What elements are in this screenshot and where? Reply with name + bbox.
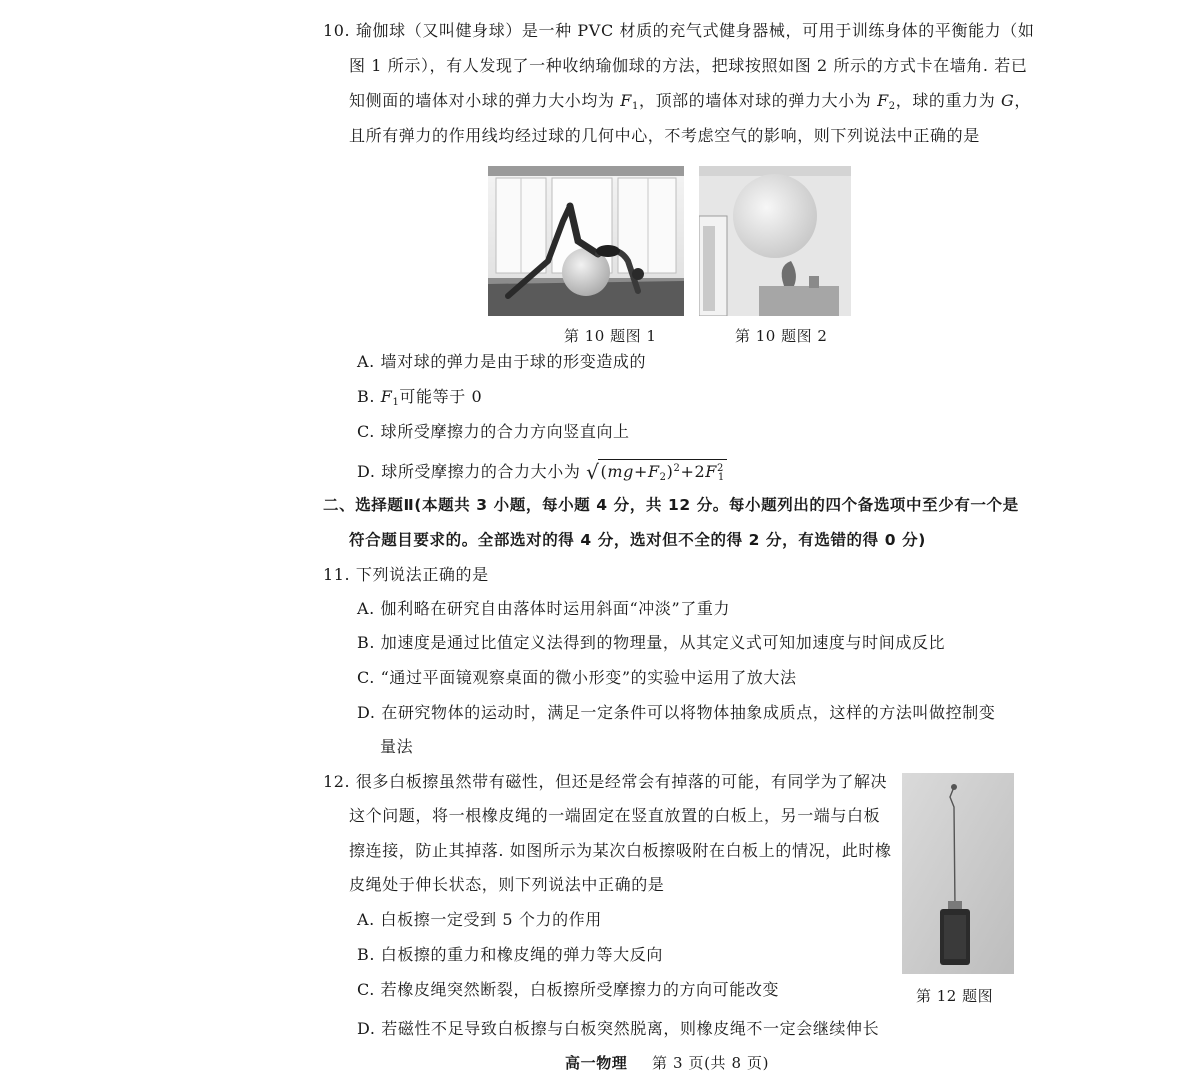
ball-in-corner-photo bbox=[699, 166, 851, 316]
q10-stem-line-4: 且所有弹力的作用线均经过球的几何中心，不考虑空气的影响，则下列说法中正确的是 bbox=[349, 126, 980, 145]
q10-option-c: C. 球所受摩擦力的合力方向竖直向上 bbox=[357, 422, 630, 441]
q12-stem-line-3: 擦连接，防止其掉落. 如图所示为某次白板擦吸附在白板上的情况，此时橡 bbox=[349, 841, 892, 860]
figure-12-caption: 第 12 题图 bbox=[916, 987, 994, 1005]
sqrt-icon: √ bbox=[586, 460, 600, 484]
q11-option-a: A. 伽利略在研究自由落体时运用斜面“冲淡”了重力 bbox=[357, 599, 731, 618]
q11-option-d-line-2: 量法 bbox=[380, 737, 414, 756]
q12-stem-line-2: 这个问题，将一根橡皮绳的一端固定在竖直放置的白板上，另一端与白板 bbox=[349, 806, 881, 825]
whiteboard-eraser-photo bbox=[902, 773, 1014, 974]
q12-stem-line-1: 12. 很多白板擦虽然带有磁性，但还是经常会有掉落的可能，有同学为了解决 bbox=[323, 772, 888, 791]
formula: $(mg+F_2)^2+2F^2_1$ bbox=[598, 459, 726, 486]
section-2-heading-line-1: 二、选择题Ⅱ(本题共 3 小题，每小题 4 分，共 12 分。每小题列出的四个备选项中至少有一个是 bbox=[323, 496, 1019, 514]
q11-stem: 11. 下列说法正确的是 bbox=[323, 565, 489, 584]
q12-option-b: B. 白板擦的重力和橡皮绳的弹力等大反向 bbox=[357, 945, 663, 964]
q11-option-d-line-1: D. 在研究物体的运动时，满足一定条件可以将物体抽象成质点，这样的方法叫做控制变 bbox=[357, 703, 996, 722]
q10-stem-line-1: 10. 瑜伽球（又叫健身球）是一种 PVC 材质的充气式健身器械，可用于训练身体的平衡能力（如 bbox=[323, 21, 1035, 40]
q12-stem-line-4: 皮绳处于伸长状态，则下列说法中正确的是 bbox=[349, 875, 665, 894]
footer-page: 第 3 页(共 8 页) bbox=[652, 1054, 770, 1072]
q10-option-b: B. $F_1$可能等于 0 bbox=[357, 387, 483, 408]
q12-option-a: A. 白板擦一定受到 5 个力的作用 bbox=[357, 910, 602, 929]
q10-option-d: D. 球所受摩擦力的合力大小为 $√(mg+F_2)^2+2F^2_1$ bbox=[357, 460, 725, 484]
footer-subject: 高一物理 bbox=[565, 1054, 628, 1072]
figure-2-caption: 第 10 题图 2 bbox=[735, 327, 828, 345]
q11-option-c: C. “通过平面镜观察桌面的微小形变”的实验中运用了放大法 bbox=[357, 668, 797, 687]
q10-stem-line-2: 图 1 所示），有人发现了一种收纳瑜伽球的方法，把球按照如图 2 所示的方式卡在墙角. 若已 bbox=[349, 56, 1028, 75]
yoga-photo bbox=[488, 166, 684, 316]
q10-stem-line-3: 知侧面的墙体对小球的弹力大小均为 $F_1$，顶部的墙体对球的弹力大小为 $F_2$，球的重力为 G， bbox=[349, 91, 1032, 112]
figure-1-caption: 第 10 题图 1 bbox=[564, 327, 657, 345]
q10-option-a: A. 墙对球的弹力是由于球的形变造成的 bbox=[357, 352, 647, 371]
q12-option-c: C. 若橡皮绳突然断裂，白板擦所受摩擦力的方向可能改变 bbox=[357, 980, 780, 999]
q11-option-b: B. 加速度是通过比值定义法得到的物理量，从其定义式可知加速度与时间成反比 bbox=[357, 633, 946, 652]
q12-option-d: D. 若磁性不足导致白板擦与白板突然脱离，则橡皮绳不一定会继续伸长 bbox=[357, 1019, 880, 1038]
section-2-heading-line-2: 符合题目要求的。全部选对的得 4 分，选对但不全的得 2 分，有选错的得 0 分) bbox=[349, 531, 926, 549]
